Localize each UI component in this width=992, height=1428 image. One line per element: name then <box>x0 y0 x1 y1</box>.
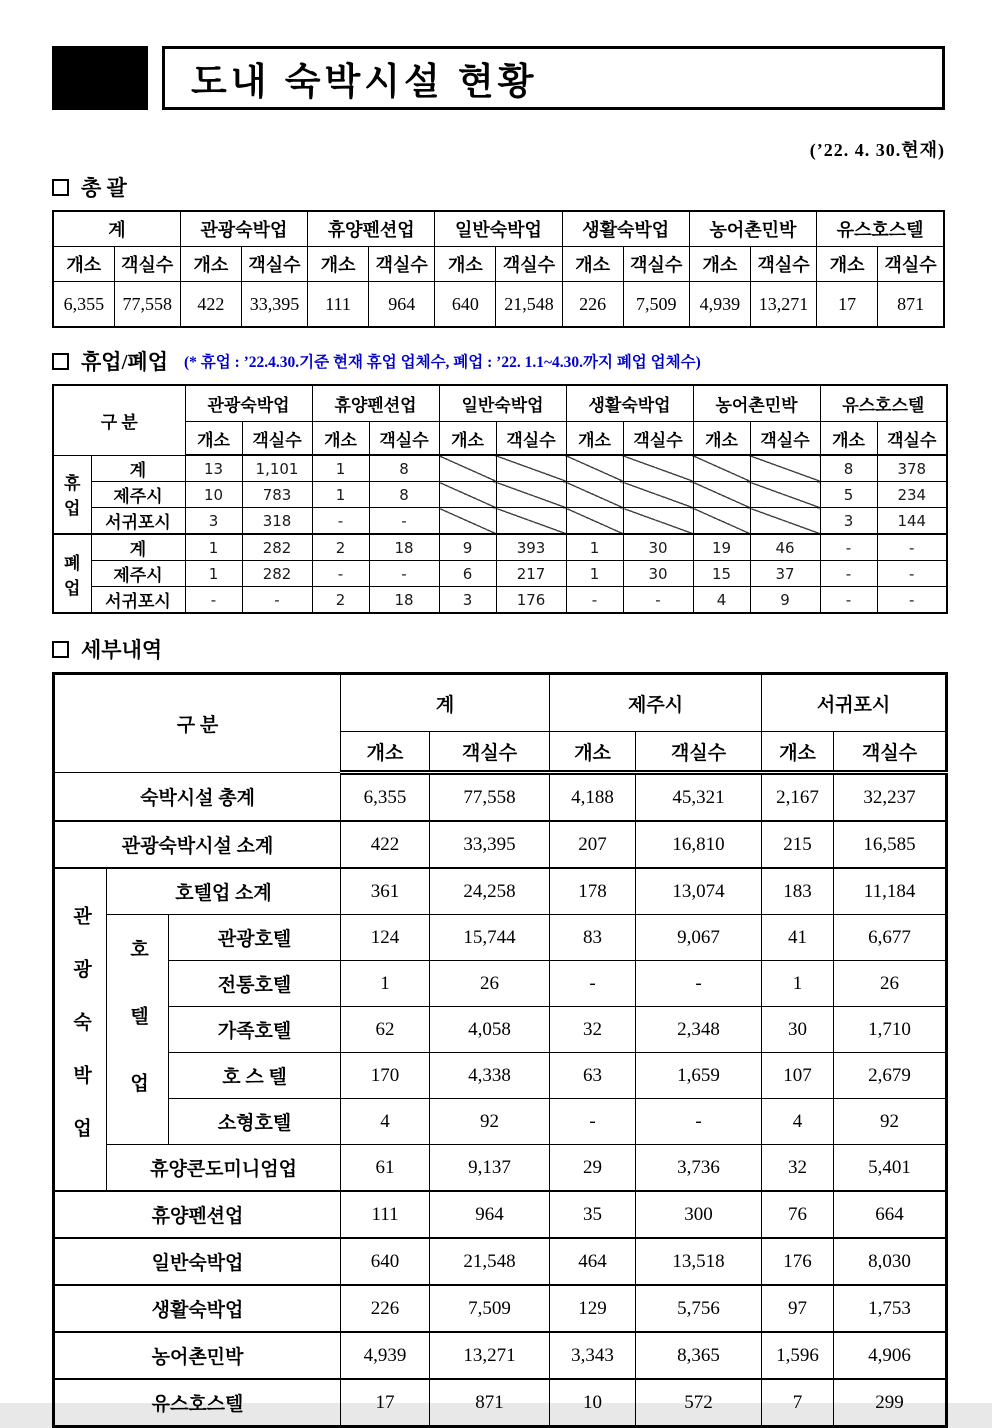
suspension-value: 1 <box>312 455 369 482</box>
unit-header: 객실수 <box>242 422 312 456</box>
detail-value: 35 <box>550 1191 636 1238</box>
suspension-value: - <box>877 561 947 587</box>
overview-value: 640 <box>435 282 496 328</box>
overview-value: 13,271 <box>750 282 816 328</box>
detail-value: 76 <box>762 1191 834 1238</box>
detail-value: 176 <box>762 1238 834 1285</box>
square-bullet-icon <box>52 179 69 196</box>
detail-value: 77,558 <box>430 773 550 822</box>
detail-row-label: 관광숙박시설 소계 <box>54 821 341 868</box>
unit-header: 객실수 <box>114 247 180 282</box>
overview-value: 226 <box>562 282 623 328</box>
section-heading-overview <box>52 172 945 202</box>
suspension-value: 10 <box>185 482 242 508</box>
diagonal-na-cell <box>750 508 820 535</box>
diagonal-na-cell <box>693 482 750 508</box>
table-row <box>54 1145 947 1192</box>
suspension-value: 30 <box>623 561 693 587</box>
detail-value: - <box>636 1099 762 1145</box>
suspension-value: 46 <box>750 534 820 561</box>
overview-col-group: 일반숙박업 <box>435 211 562 247</box>
diagonal-na-cell <box>693 455 750 482</box>
detail-value: 15,744 <box>430 915 550 961</box>
suspension-col-group: 유스호스텔 <box>820 385 947 422</box>
table-row <box>54 1191 947 1238</box>
unit-header: 개소 <box>308 247 369 282</box>
unit-header: 개소 <box>817 247 878 282</box>
suspension-value: 18 <box>369 534 439 561</box>
detail-value: 129 <box>550 1285 636 1332</box>
suspension-value: 1 <box>185 534 242 561</box>
detail-value: 170 <box>341 1053 430 1099</box>
detail-row-label: 소형호텔 <box>169 1099 341 1145</box>
suspension-value: - <box>820 534 877 561</box>
detail-value: 871 <box>430 1379 550 1427</box>
overview-value: 7,509 <box>623 282 689 328</box>
suspension-value: 234 <box>877 482 947 508</box>
suspension-region: 제주시 <box>91 561 185 587</box>
suspension-value: - <box>185 587 242 614</box>
detail-value: 3,736 <box>636 1145 762 1192</box>
table-overview <box>52 210 945 328</box>
suspension-value: - <box>369 508 439 535</box>
diagonal-na-cell <box>693 508 750 535</box>
detail-row-label: 숙박시설 총계 <box>54 773 341 822</box>
unit-header: 개소 <box>312 422 369 456</box>
suspension-value: - <box>820 587 877 614</box>
table-row <box>54 1332 947 1379</box>
detail-value: - <box>636 961 762 1007</box>
detail-value: 1 <box>762 961 834 1007</box>
unit-header: 개소 <box>820 422 877 456</box>
detail-value: 964 <box>430 1191 550 1238</box>
unit-header: 객실수 <box>877 422 947 456</box>
detail-value: 7,509 <box>430 1285 550 1332</box>
unit-header: 개소 <box>53 247 114 282</box>
table-row <box>54 961 947 1007</box>
diagonal-na-cell <box>623 455 693 482</box>
detail-value: 4,188 <box>550 773 636 822</box>
suspension-col-group: 휴양펜션업 <box>312 385 439 422</box>
detail-row-label: 호텔업 소계 <box>107 868 341 915</box>
detail-value: 107 <box>762 1053 834 1099</box>
overview-value: 33,395 <box>241 282 307 328</box>
detail-value: 422 <box>341 821 430 868</box>
detail-value: 97 <box>762 1285 834 1332</box>
suspension-value: - <box>242 587 312 614</box>
detail-value: 92 <box>430 1099 550 1145</box>
suspension-region: 서귀포시 <box>91 587 185 614</box>
unit-header: 개소 <box>180 247 241 282</box>
detail-value: 11,184 <box>834 868 947 915</box>
page-title: 도내 숙박시설 현황 <box>191 61 538 102</box>
diagonal-na-cell <box>566 508 623 535</box>
detail-value: 464 <box>550 1238 636 1285</box>
suspension-value: 378 <box>877 455 947 482</box>
unit-header: 객실수 <box>430 732 550 773</box>
unit-header: 개소 <box>341 732 430 773</box>
detail-value: 41 <box>762 915 834 961</box>
detail-value: 8,365 <box>636 1332 762 1379</box>
detail-value: - <box>550 1099 636 1145</box>
detail-value: 2,167 <box>762 773 834 822</box>
detail-value: 300 <box>636 1191 762 1238</box>
table-row <box>54 1238 947 1285</box>
diagonal-na-cell <box>496 455 566 482</box>
diagonal-na-cell <box>566 455 623 482</box>
table-row <box>54 915 947 961</box>
diagonal-na-cell <box>623 508 693 535</box>
overview-col-group: 관광숙박업 <box>180 211 307 247</box>
table-row <box>53 561 947 587</box>
suspension-value: 176 <box>496 587 566 614</box>
unit-header: 객실수 <box>241 247 307 282</box>
section-heading-detail <box>52 634 945 664</box>
black-block-decoration <box>52 46 148 110</box>
diagonal-na-cell <box>439 455 496 482</box>
detail-value: 32 <box>762 1145 834 1192</box>
detail-col-group: 계 <box>341 674 550 732</box>
suspension-value: 282 <box>242 561 312 587</box>
detail-value: 183 <box>762 868 834 915</box>
detail-value: 4,058 <box>430 1007 550 1053</box>
detail-row-label: 휴양펜션업 <box>54 1191 341 1238</box>
detail-value: 26 <box>834 961 947 1007</box>
detail-value: 63 <box>550 1053 636 1099</box>
suspension-row-group: 폐업 <box>53 534 91 613</box>
group-label-hotel: 호텔업 <box>107 915 169 1145</box>
detail-value: 21,548 <box>430 1238 550 1285</box>
overview-col-group: 계 <box>53 211 180 247</box>
unit-header: 객실수 <box>369 247 435 282</box>
diagonal-na-cell <box>750 455 820 482</box>
detail-row-label: 생활숙박업 <box>54 1285 341 1332</box>
detail-value: 13,074 <box>636 868 762 915</box>
diagonal-na-cell <box>750 482 820 508</box>
diagonal-na-cell <box>439 508 496 535</box>
detail-value: 16,585 <box>834 821 947 868</box>
suspension-value: - <box>312 508 369 535</box>
suspension-value: 6 <box>439 561 496 587</box>
detail-row-label: 일반숙박업 <box>54 1238 341 1285</box>
unit-header: 개소 <box>562 247 623 282</box>
detail-value: 1,596 <box>762 1332 834 1379</box>
detail-row-label: 휴양콘도미니엄업 <box>107 1145 341 1192</box>
corner-header: 구 분 <box>54 674 341 773</box>
detail-value: 45,321 <box>636 773 762 822</box>
title-box <box>162 46 945 110</box>
suspension-region: 계 <box>91 455 185 482</box>
detail-value: 124 <box>341 915 430 961</box>
suspension-value: 393 <box>496 534 566 561</box>
suspension-value: 5 <box>820 482 877 508</box>
overview-value: 6,355 <box>53 282 114 328</box>
detail-value: 1 <box>341 961 430 1007</box>
overview-col-group: 휴양펜션업 <box>308 211 435 247</box>
detail-value: 664 <box>834 1191 947 1238</box>
as-of-date: (’22. 4. 30.현재) <box>809 140 945 160</box>
suspension-row-group: 휴업 <box>53 455 91 534</box>
unit-header: 객실수 <box>750 422 820 456</box>
overview-value: 4,939 <box>689 282 750 328</box>
detail-value: 111 <box>341 1191 430 1238</box>
table-row <box>54 1099 947 1145</box>
suspension-value: - <box>877 587 947 614</box>
suspension-value: 1 <box>566 534 623 561</box>
unit-header: 객실수 <box>496 247 562 282</box>
suspension-value: - <box>877 534 947 561</box>
overview-col-group: 농어촌민박 <box>689 211 816 247</box>
detail-value: 5,401 <box>834 1145 947 1192</box>
suspension-note: (* 휴업 : ’22.4.30.기준 현재 휴업 업체수, 폐업 : ’22. 1.1~4.30.까지 폐업 업체수) <box>183 354 701 371</box>
title-row <box>52 46 945 110</box>
detail-value: 1,753 <box>834 1285 947 1332</box>
square-bullet-icon <box>52 353 69 370</box>
suspension-value: 15 <box>693 561 750 587</box>
detail-value: 215 <box>762 821 834 868</box>
table-row <box>53 508 947 535</box>
table-row <box>53 482 947 508</box>
detail-value: 178 <box>550 868 636 915</box>
detail-value: 207 <box>550 821 636 868</box>
suspension-value: 37 <box>750 561 820 587</box>
detail-value: 83 <box>550 915 636 961</box>
table-row <box>53 534 947 561</box>
table-row <box>54 1285 947 1332</box>
detail-value: 29 <box>550 1145 636 1192</box>
detail-value: 92 <box>834 1099 947 1145</box>
suspension-value: 3 <box>820 508 877 535</box>
unit-header: 객실수 <box>636 732 762 773</box>
suspension-value: 13 <box>185 455 242 482</box>
detail-value: 9,067 <box>636 915 762 961</box>
detail-value: 4,338 <box>430 1053 550 1099</box>
suspension-value: 8 <box>369 482 439 508</box>
overview-col-group: 유스호스텔 <box>817 211 944 247</box>
unit-header: 객실수 <box>623 422 693 456</box>
overview-value: 21,548 <box>496 282 562 328</box>
detail-value: 8,030 <box>834 1238 947 1285</box>
detail-value: 6,355 <box>341 773 430 822</box>
unit-header: 개소 <box>435 247 496 282</box>
suspension-value: - <box>369 561 439 587</box>
table-row <box>54 1053 947 1099</box>
detail-value: 4 <box>762 1099 834 1145</box>
suspension-value: 4 <box>693 587 750 614</box>
suspension-value: 2 <box>312 534 369 561</box>
suspension-value: - <box>566 587 623 614</box>
square-bullet-icon <box>52 641 69 658</box>
detail-value: 16,810 <box>636 821 762 868</box>
unit-header: 개소 <box>439 422 496 456</box>
suspension-value: - <box>623 587 693 614</box>
suspension-value: 783 <box>242 482 312 508</box>
unit-header: 개소 <box>566 422 623 456</box>
suspension-value: 18 <box>369 587 439 614</box>
unit-header: 개소 <box>693 422 750 456</box>
suspension-value: 8 <box>820 455 877 482</box>
suspension-value: 1 <box>566 561 623 587</box>
suspension-value: 144 <box>877 508 947 535</box>
unit-header: 객실수 <box>878 247 944 282</box>
table-row <box>54 1007 947 1053</box>
suspension-col-group: 일반숙박업 <box>439 385 566 422</box>
section-title: 세부내역 <box>81 638 163 662</box>
suspension-col-group: 농어촌민박 <box>693 385 820 422</box>
detail-value: 33,395 <box>430 821 550 868</box>
table-row <box>54 868 947 915</box>
corner-header: 구 분 <box>53 385 185 455</box>
unit-header: 객실수 <box>623 247 689 282</box>
suspension-value: 3 <box>185 508 242 535</box>
suspension-value: 217 <box>496 561 566 587</box>
detail-value: 32 <box>550 1007 636 1053</box>
suspension-col-group: 관광숙박업 <box>185 385 312 422</box>
suspension-value: 1,101 <box>242 455 312 482</box>
detail-col-group: 서귀포시 <box>762 674 947 732</box>
suspension-value: 282 <box>242 534 312 561</box>
detail-row-label: 관광호텔 <box>169 915 341 961</box>
suspension-value: 9 <box>750 587 820 614</box>
unit-header: 개소 <box>689 247 750 282</box>
detail-value: 4,906 <box>834 1332 947 1379</box>
suspension-col-group: 생활숙박업 <box>566 385 693 422</box>
detail-row-label: 호 스 텔 <box>169 1053 341 1099</box>
suspension-value: 3 <box>439 587 496 614</box>
detail-value: 24,258 <box>430 868 550 915</box>
diagonal-na-cell <box>439 482 496 508</box>
table-row <box>53 455 947 482</box>
suspension-value: 19 <box>693 534 750 561</box>
suspension-value: 318 <box>242 508 312 535</box>
overview-value: 17 <box>817 282 878 328</box>
detail-value: 5,756 <box>636 1285 762 1332</box>
detail-value: 4 <box>341 1099 430 1145</box>
overview-value: 111 <box>308 282 369 328</box>
section-heading-suspension <box>52 346 945 376</box>
overview-value: 77,558 <box>114 282 180 328</box>
unit-header: 객실수 <box>834 732 947 773</box>
detail-value: 10 <box>550 1379 636 1427</box>
detail-row-label: 가족호텔 <box>169 1007 341 1053</box>
suspension-value: 2 <box>312 587 369 614</box>
suspension-value: 30 <box>623 534 693 561</box>
table-row <box>54 821 947 868</box>
detail-value: 26 <box>430 961 550 1007</box>
detail-value: 361 <box>341 868 430 915</box>
unit-header: 개소 <box>550 732 636 773</box>
detail-value: - <box>550 961 636 1007</box>
detail-value: 30 <box>762 1007 834 1053</box>
suspension-value: 1 <box>312 482 369 508</box>
overview-col-group: 생활숙박업 <box>562 211 689 247</box>
detail-row-label: 농어촌민박 <box>54 1332 341 1379</box>
suspension-region: 제주시 <box>91 482 185 508</box>
suspension-value: - <box>820 561 877 587</box>
table-detail <box>52 672 948 1428</box>
detail-value: 2,679 <box>834 1053 947 1099</box>
detail-value: 7 <box>762 1379 834 1427</box>
diagonal-na-cell <box>566 482 623 508</box>
detail-value: 2,348 <box>636 1007 762 1053</box>
suspension-value: 1 <box>185 561 242 587</box>
detail-value: 640 <box>341 1238 430 1285</box>
table-row <box>54 773 947 822</box>
unit-header: 객실수 <box>369 422 439 456</box>
detail-value: 13,271 <box>430 1332 550 1379</box>
table-row <box>53 282 944 328</box>
suspension-region: 서귀포시 <box>91 508 185 535</box>
detail-value: 572 <box>636 1379 762 1427</box>
overview-value: 422 <box>180 282 241 328</box>
detail-value: 6,677 <box>834 915 947 961</box>
suspension-value: 8 <box>369 455 439 482</box>
detail-row-label: 유스호스텔 <box>54 1379 341 1427</box>
detail-value: 1,659 <box>636 1053 762 1099</box>
section-title: 총 괄 <box>81 176 127 200</box>
detail-value: 62 <box>341 1007 430 1053</box>
detail-value: 299 <box>834 1379 947 1427</box>
detail-value: 3,343 <box>550 1332 636 1379</box>
table-row <box>53 587 947 614</box>
detail-row-label: 전통호텔 <box>169 961 341 1007</box>
detail-value: 1,710 <box>834 1007 947 1053</box>
detail-value: 9,137 <box>430 1145 550 1192</box>
diagonal-na-cell <box>496 482 566 508</box>
diagonal-na-cell <box>623 482 693 508</box>
detail-value: 4,939 <box>341 1332 430 1379</box>
detail-col-group: 제주시 <box>550 674 762 732</box>
overview-value: 964 <box>369 282 435 328</box>
unit-header: 객실수 <box>750 247 816 282</box>
detail-value: 61 <box>341 1145 430 1192</box>
diagonal-na-cell <box>496 508 566 535</box>
table-suspension <box>52 384 948 614</box>
group-label-tourism: 관광숙박업 <box>54 868 107 1191</box>
detail-value: 226 <box>341 1285 430 1332</box>
unit-header: 개소 <box>762 732 834 773</box>
unit-header: 개소 <box>185 422 242 456</box>
unit-header: 객실수 <box>496 422 566 456</box>
detail-value: 13,518 <box>636 1238 762 1285</box>
suspension-region: 계 <box>91 534 185 561</box>
suspension-value: 9 <box>439 534 496 561</box>
section-title: 휴업/폐업 <box>81 350 168 374</box>
overview-value: 871 <box>878 282 944 328</box>
suspension-value: - <box>312 561 369 587</box>
detail-value: 32,237 <box>834 773 947 822</box>
detail-value: 17 <box>341 1379 430 1427</box>
